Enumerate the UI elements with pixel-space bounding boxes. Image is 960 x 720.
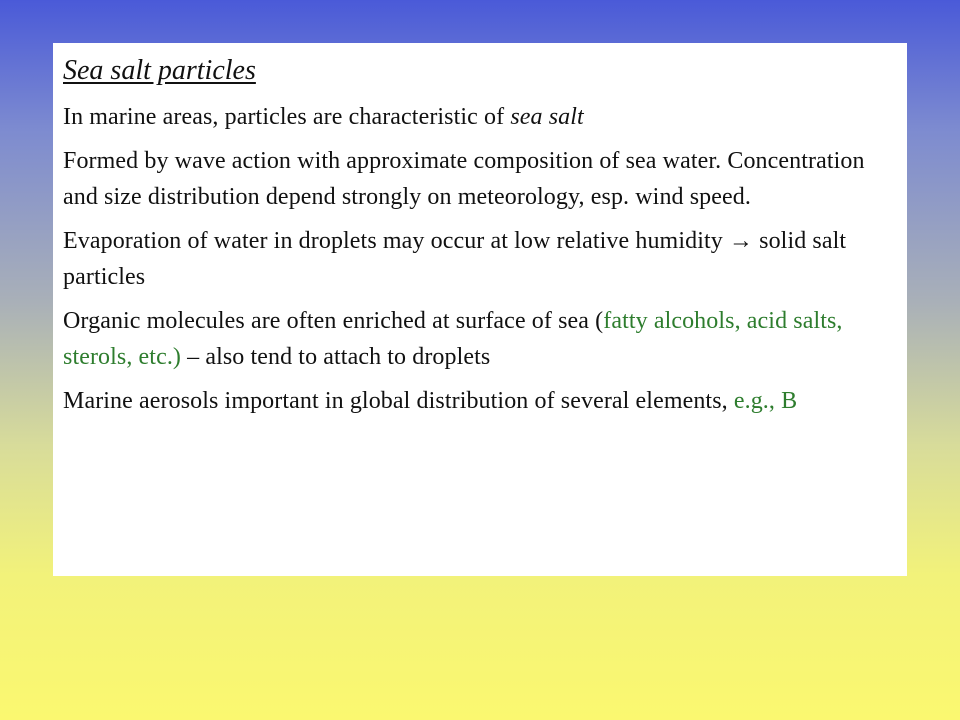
content-box (53, 43, 907, 576)
sea-salt-emphasis: sea salt (510, 104, 584, 130)
paragraph-marine-areas (63, 99, 897, 135)
paragraph-organic-molecules (63, 303, 897, 375)
paragraph-marine-areas-text: In marine areas, particles are characteristic of (63, 104, 511, 130)
paragraph-evaporation: Evaporation of water in droplets may occur at low relative humidity → solid salt particles (63, 228, 847, 290)
element-example-highlight: e.g., B (733, 388, 798, 414)
paragraph-wave-action: Formed by wave action with approximate composition of sea water. Concentration and size distribution depend strongly on meteorology, esp. wind speed. (63, 148, 865, 210)
organic-molecules-lead: Organic molecules are often enriched at surface of sea ( (63, 308, 604, 334)
marine-aerosols-text: Marine aerosols important in global distribution of several elements, (63, 388, 734, 414)
paragraph-marine-aerosols (63, 383, 897, 419)
organic-molecules-tail: – also tend to attach to droplets (181, 344, 491, 370)
slide-title: Sea salt particles (63, 55, 256, 86)
organic-examples-highlight: fatty alcohols, acid salts, sterols, etc.) (63, 308, 843, 370)
